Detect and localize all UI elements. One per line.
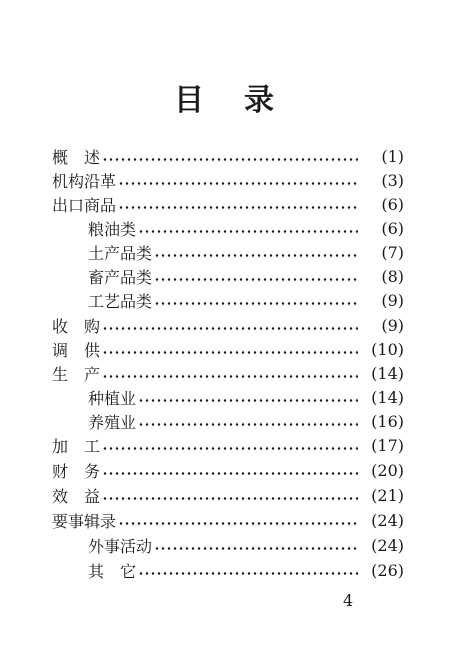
toc-entry — [52, 361, 404, 385]
toc-entry-label: 种植业 — [88, 388, 137, 408]
toc-entry-page: (1) — [381, 146, 404, 166]
toc-entry-page: (24) — [371, 535, 404, 555]
toc-entry-label: 其 它 — [88, 561, 137, 581]
toc-entry-label: 概 述 — [52, 147, 101, 167]
toc-entry-page: (16) — [371, 411, 404, 431]
dot-leader — [102, 375, 358, 378]
toc-subentry — [88, 558, 404, 582]
dot-leader — [102, 351, 358, 354]
toc-entry-label: 粮油类 — [88, 219, 137, 239]
toc-subentry — [88, 409, 404, 433]
dot-leader — [102, 497, 358, 500]
toc-entry — [52, 433, 404, 457]
toc-entry — [52, 192, 404, 216]
dot-leader — [118, 182, 358, 185]
toc-entry-page: (10) — [371, 339, 404, 359]
toc-entry — [52, 483, 404, 507]
toc-entry-label: 机构沿革 — [52, 171, 117, 191]
toc-subentry — [88, 533, 404, 557]
toc-entry — [52, 337, 404, 361]
toc-entry-label: 外事活动 — [88, 536, 153, 556]
toc-subentry — [88, 264, 404, 288]
dot-leader — [138, 399, 358, 402]
toc-entry-label: 加 工 — [52, 436, 101, 456]
toc-entry-page: (3) — [381, 170, 404, 190]
toc-entry — [52, 168, 404, 192]
dot-leader — [138, 230, 358, 233]
toc-entry-page: (6) — [381, 218, 404, 238]
dot-leader — [154, 547, 358, 550]
toc-entry — [52, 458, 404, 482]
dot-leader — [118, 206, 358, 209]
toc-entry-page: (14) — [371, 363, 404, 383]
toc-entry-label: 收 购 — [52, 316, 101, 336]
toc-entry-label: 工艺品类 — [88, 291, 153, 311]
dot-leader — [138, 423, 358, 426]
toc-entry-page: (20) — [371, 460, 404, 480]
toc-entry-page: (8) — [381, 266, 404, 286]
dot-leader — [102, 327, 358, 330]
toc-entry-page: (7) — [381, 242, 404, 262]
dot-leader — [102, 158, 358, 161]
toc-entry-label: 养殖业 — [88, 412, 137, 432]
toc-entry-page: (9) — [381, 315, 404, 335]
title-char-1: 目 — [174, 83, 206, 118]
dot-leader — [154, 254, 358, 257]
toc-entry — [52, 508, 404, 532]
toc-entry-label: 土产品类 — [88, 243, 153, 263]
dot-leader — [118, 522, 358, 525]
toc-subentry — [88, 288, 404, 312]
toc-subentry — [88, 385, 404, 409]
dot-leader — [102, 447, 358, 450]
dot-leader — [154, 278, 358, 281]
dot-leader — [102, 472, 358, 475]
toc-entry-page: (6) — [381, 194, 404, 214]
toc-entry-page: (21) — [371, 485, 404, 505]
toc-entry-label: 出口商品 — [52, 195, 117, 215]
toc-entry-label: 畜产品类 — [88, 267, 153, 287]
toc-subentry — [88, 240, 404, 264]
page-number: 4 — [343, 591, 354, 610]
toc-entry-page: (17) — [371, 435, 404, 455]
toc-entry-page: (9) — [381, 290, 404, 310]
toc-entry-label: 财 务 — [52, 461, 101, 481]
dot-leader — [154, 302, 358, 305]
title-char-2: 录 — [244, 83, 276, 118]
toc-entry-page: (14) — [371, 387, 404, 407]
toc-entry-label: 要事辑录 — [52, 511, 117, 531]
toc-entry-label: 生 产 — [52, 364, 101, 384]
toc-entry-label: 效 益 — [52, 486, 101, 506]
toc-entry-page: (24) — [371, 510, 404, 530]
toc-entry — [52, 144, 404, 168]
toc-entry — [52, 313, 404, 337]
dot-leader — [138, 572, 358, 575]
toc-entry-page: (26) — [371, 560, 404, 580]
toc-subentry — [88, 216, 404, 240]
toc-entry-label: 调 供 — [52, 340, 101, 360]
